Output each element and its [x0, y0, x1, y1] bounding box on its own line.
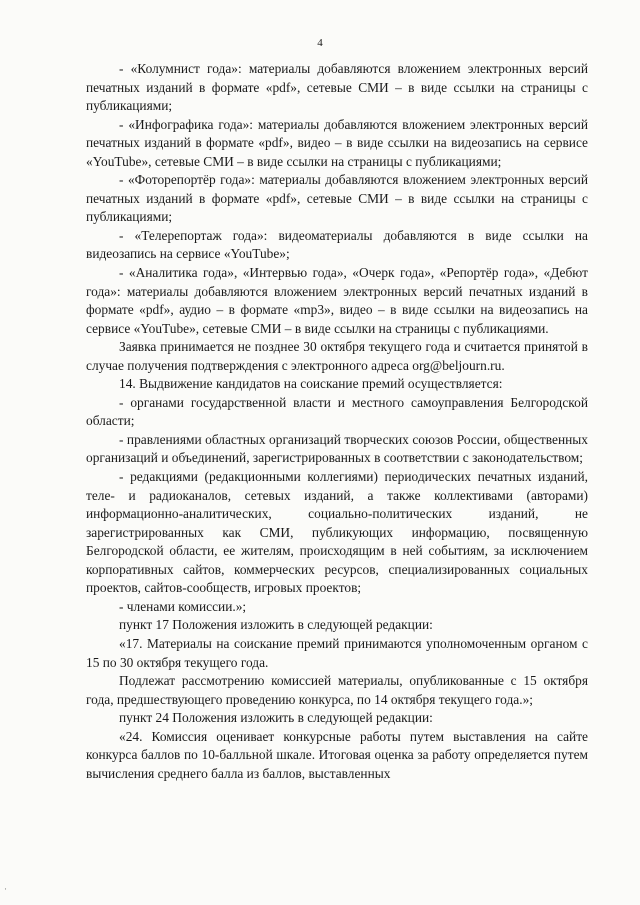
paragraph-tv-report: - «Телерепортаж года»: видеоматериалы добавляются в виде ссылки на видеозапись на сервисе «YouTube»; — [86, 227, 588, 262]
page-number: 4 — [317, 37, 323, 49]
paragraph-columnist: - «Колумнист года»: материалы добавляются вложением электронных версий печатных изданий в формате «pdf», сетевые СМИ – в виде ссылки на страницы с публикациями; — [86, 61, 588, 114]
paragraph-analytics: - «Аналитика года», «Интервью года», «Очерк года», «Репортёр года», «Дебют года»: материалы добавляются вложением электронных версий печатных изданий в формате «pdf», аудио – в формате «mp3», видео – в виде ссылки на видеозапись на сервисе «YouTube», сетевые СМИ – в виде ссылки на страницы с публикациями. — [86, 265, 588, 336]
paragraph-commission-members: - членами комиссии.»; — [119, 598, 247, 614]
paragraph-photo-reporter: - «Фоторепортёр года»: материалы добавляются вложением электронных версий печатных изданий в формате «pdf», сетевые СМИ – в виде ссылки на страницы с публикациями; — [86, 172, 588, 225]
paragraph-item-24: «24. Комиссия оценивает конкурсные работы путем выставления на сайте конкурса баллов по 10-балльной шкале. Итоговая оценка за работу определяется путем вычисления среднего балла из баллов, выставленных — [86, 728, 588, 781]
paragraph-editorial-boards: - редакциями (редакционными коллегиями) периодических печатных изданий, теле- и радиоканалов, сетевых изданий, а также коллективами (авторами) информационно-аналитических, социально-политических изданий, не зарегистрированных как СМИ, публикующих информацию, посвященную Белгородской области, ее жителям, происходящим в ней событиям, за исключением корпоративных сайтов, коммерческих ресурсов, специализированных социальных проектов, сайтов-сообществ, игровых проектов; — [86, 469, 588, 596]
paragraph-infographics: - «Инфографика года»: материалы добавляются вложением электронных версий печатных изданий в формате «pdf», видео – в виде ссылки на видеозапись на сервисе «YouTube», сетевые СМИ – в виде ссылки на страницы с публикациями; — [86, 116, 588, 169]
document-body — [86, 60, 588, 783]
paragraph-item-24-intro: пункт 24 Положения изложить в следующей редакции: — [119, 710, 433, 726]
paragraph-eligible-materials: Подлежат рассмотрению комиссией материалы, опубликованные с 15 октября года, предшествующего проведению конкурса, по 14 октября текущего года.»; — [86, 673, 588, 707]
scan-mark: · — [4, 884, 7, 894]
paragraph-item-14: 14. Выдвижение кандидатов на соискание премий осуществляется: — [119, 376, 503, 392]
paragraph-creative-unions: - правлениями областных организаций творческих союзов России, общественных организаций и объединений, зарегистрированных в соответствии с законодательством; — [86, 431, 588, 466]
paragraph-item-17-intro: пункт 17 Положения изложить в следующей редакции: — [119, 617, 433, 633]
paragraph-application-deadline: Заявка принимается не позднее 30 октября текущего года и считается принятой в случае получения подтверждения с электронного адреса org@beljourn.ru. — [86, 339, 588, 373]
paragraph-state-authorities: - органами государственной власти и местного самоуправления Белгородской области; — [86, 394, 588, 429]
paragraph-item-17: «17. Материалы на соискание премий принимаются уполномоченным органом с 15 по 30 октября текущего года. — [86, 635, 588, 670]
